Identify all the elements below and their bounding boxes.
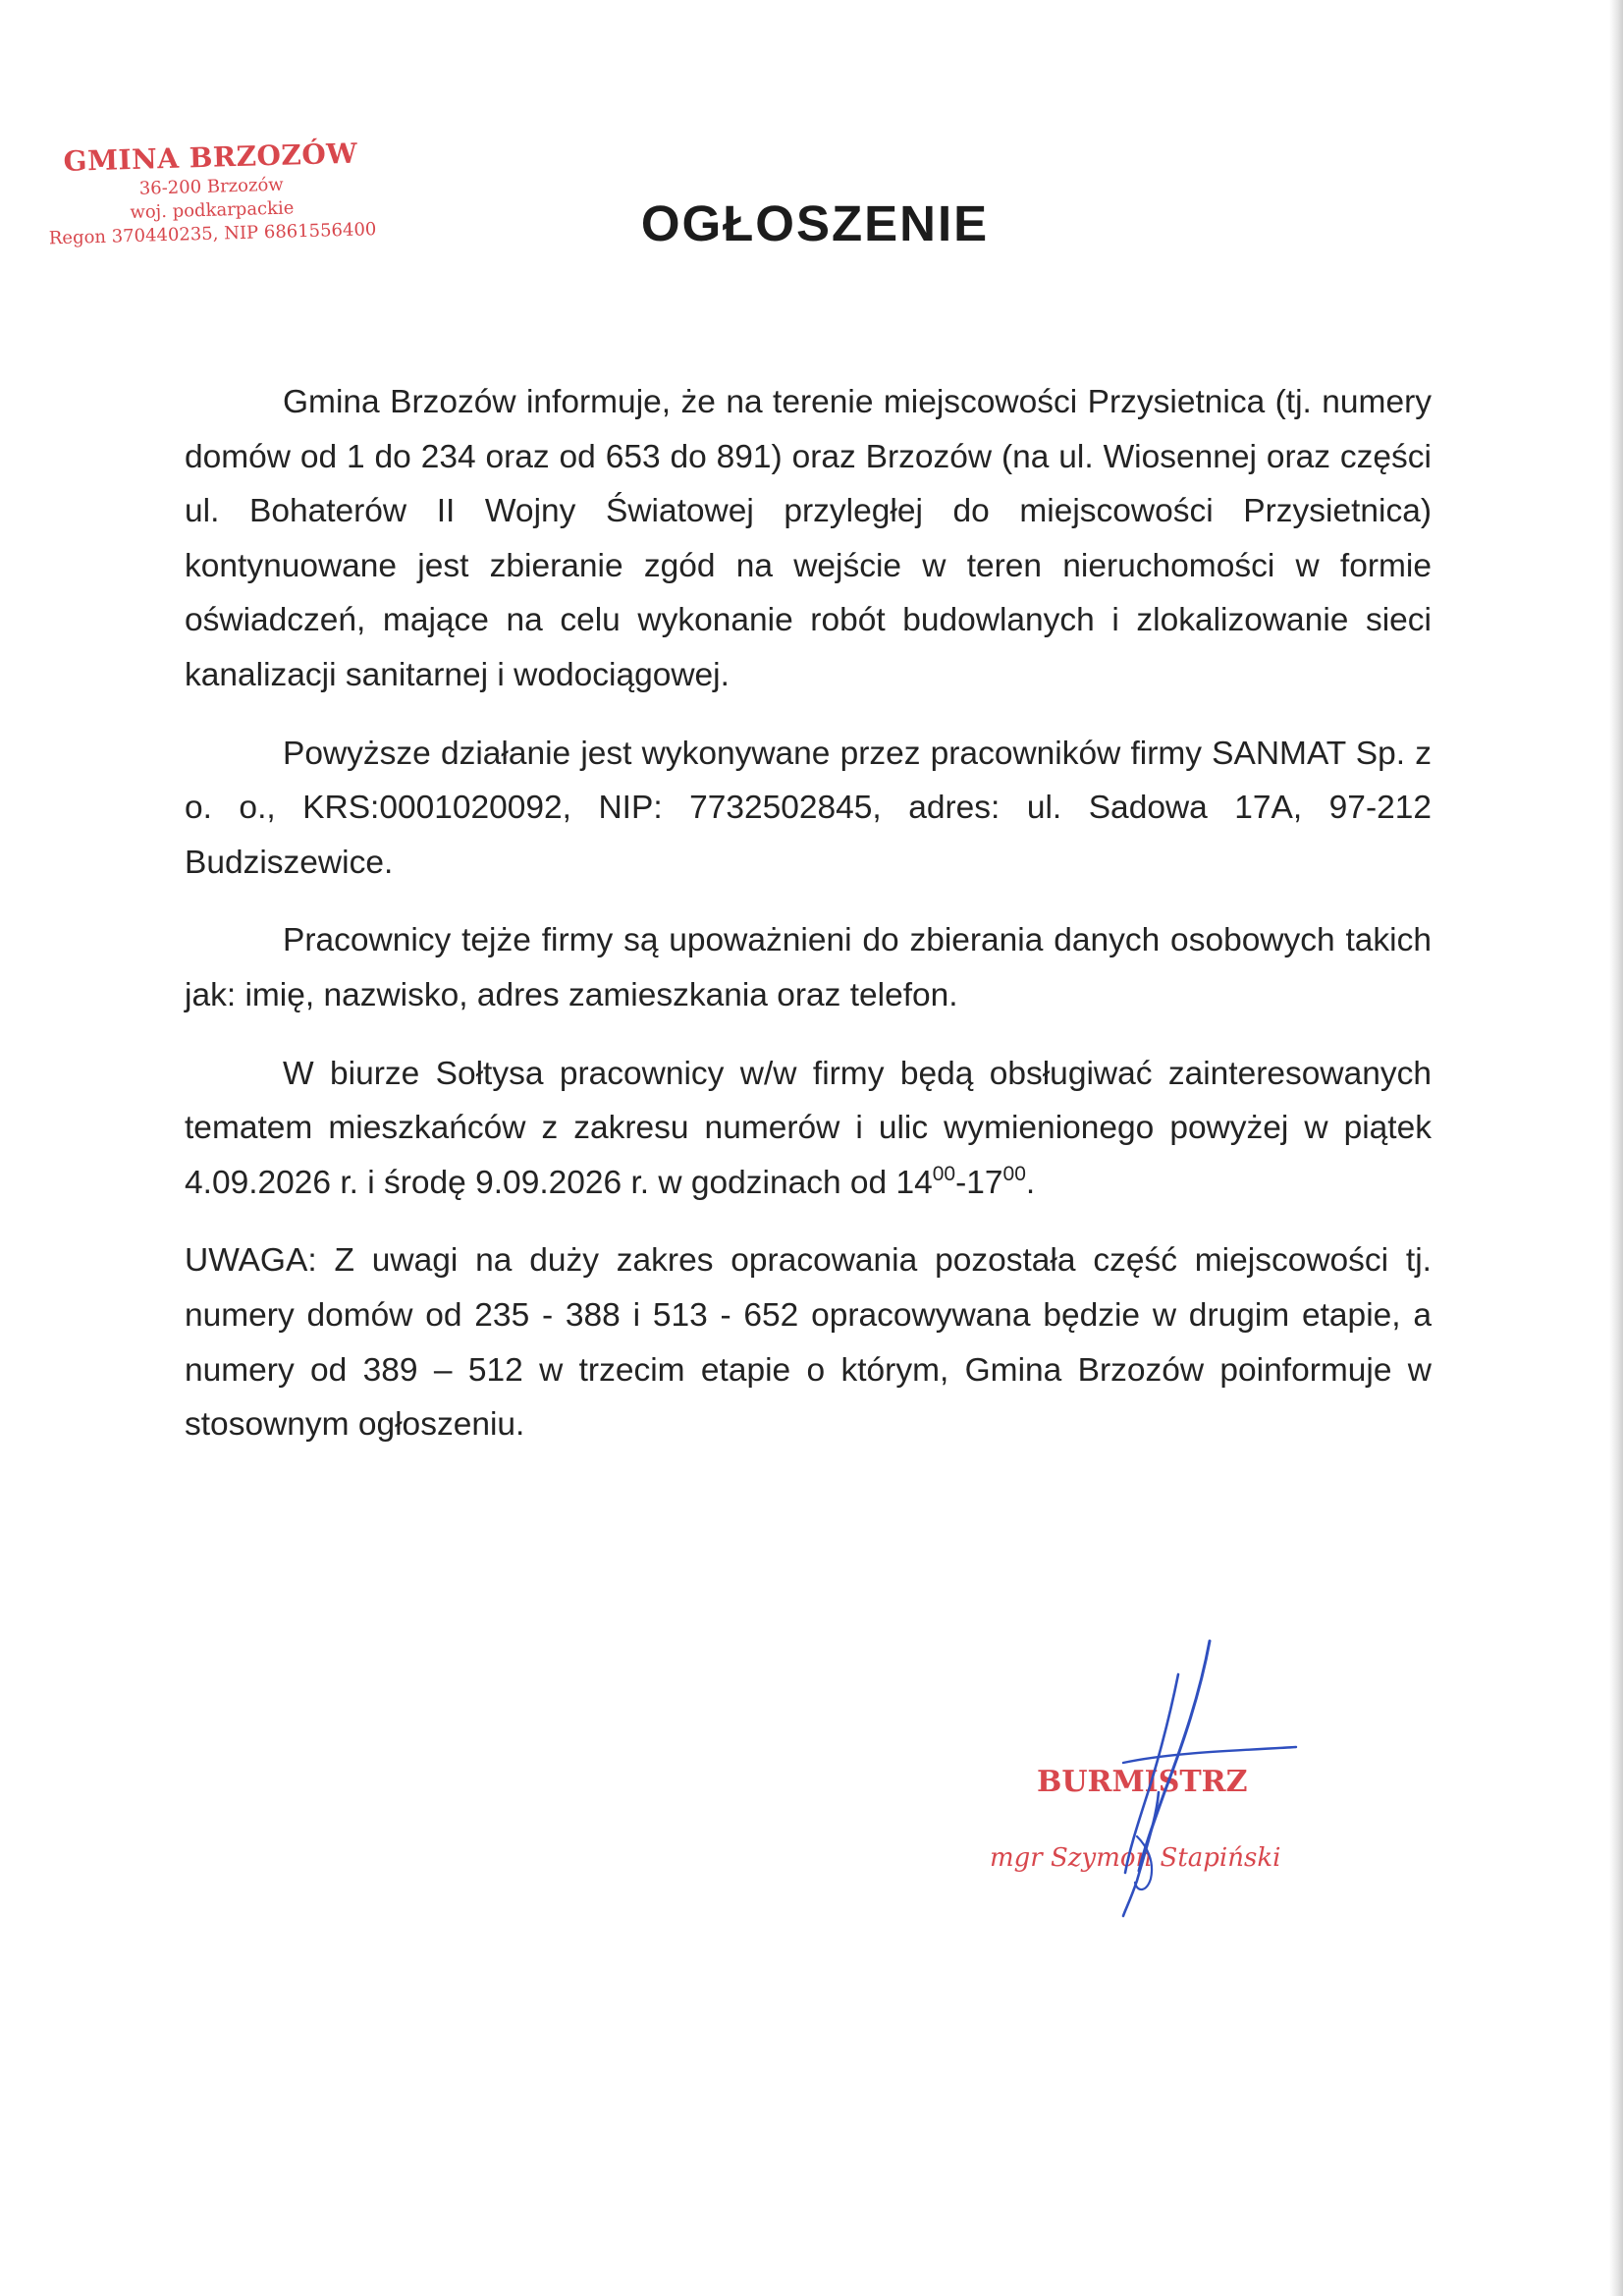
stamp-postal: 36-200 Brzozów — [138, 174, 284, 199]
document-title: OGŁOSZENIE — [640, 195, 990, 251]
paragraph-4-text: W biurze Sołtysa pracownicy w/w firmy będą obsługiwać zainteresowanych tematem mieszkańców z zakresu numerów i ulic wymienionego powyżej w piątek 4.09.2026 r. i środę 9.09.2026 r. w godzinach od 14 — [185, 1055, 1432, 1201]
municipality-stamp — [26, 136, 398, 251]
signature-stamp-title: BURMISTRZ — [1037, 1765, 1248, 1799]
announcement-body — [185, 375, 1432, 1452]
paragraph-4-end: . — [1025, 1164, 1036, 1201]
stamp-name: GMINA BRZOZÓW — [63, 137, 358, 178]
handwritten-signature — [972, 1635, 1325, 1930]
stamp-region: woj. podkarpackie — [130, 197, 295, 224]
hour-end-superscript: 00 — [1002, 1162, 1026, 1185]
signature-block — [972, 1635, 1325, 1930]
paragraph-4 — [185, 1047, 1432, 1211]
paragraph-2: Powyższe działanie jest wykonywane przez pracowników firmy SANMAT Sp. z o. o., KRS:0001020092, NIP: 7732502845, adres: ul. Sadowa 17A, 97-212 Budziszewice. — [185, 735, 1432, 881]
hour-start-superscript: 00 — [932, 1162, 956, 1185]
signature-stamp-name: mgr Szymon Stapiński — [990, 1843, 1281, 1873]
stamp-ids: Regon 370440235, NIP 6861556400 — [48, 219, 377, 249]
paragraph-5-notice: UWAGA: Z uwagi na duży zakres opracowania pozostała część miejscowości tj. numery domów od 235 - 388 i 513 - 652 opracowywana będzie w drugim etapie, a numery od 389 – 512 w trzecim etapie o którym, Gmina Brzozów poinformuje w stosownym ogłoszeniu. — [185, 1242, 1432, 1444]
page-edge-shadow — [1609, 0, 1623, 2296]
hour-dash: -17 — [955, 1164, 1003, 1201]
paragraph-1: Gmina Brzozów informuje, że na terenie miejscowości Przysietnica (tj. numery domów od 1 do 234 oraz od 653 do 891) oraz Brzozów (na ul. Wiosennej oraz części ul. Bohaterów II Wojny Światowej przyległej do miejscowości Przysietnica) kontynuowane jest zbieranie zgód na wejście w teren nieruchomości w formie oświadczeń, mające na celu wykonanie robót budowlanych i zlokalizowanie sieci kanalizacji sanitarnej i wodociągowej. — [185, 384, 1432, 693]
paragraph-3: Pracownicy tejże firmy są upoważnieni do zbierania danych osobowych takich jak: imię, nazwisko, adres zamieszkania oraz telefon. — [185, 922, 1432, 1013]
